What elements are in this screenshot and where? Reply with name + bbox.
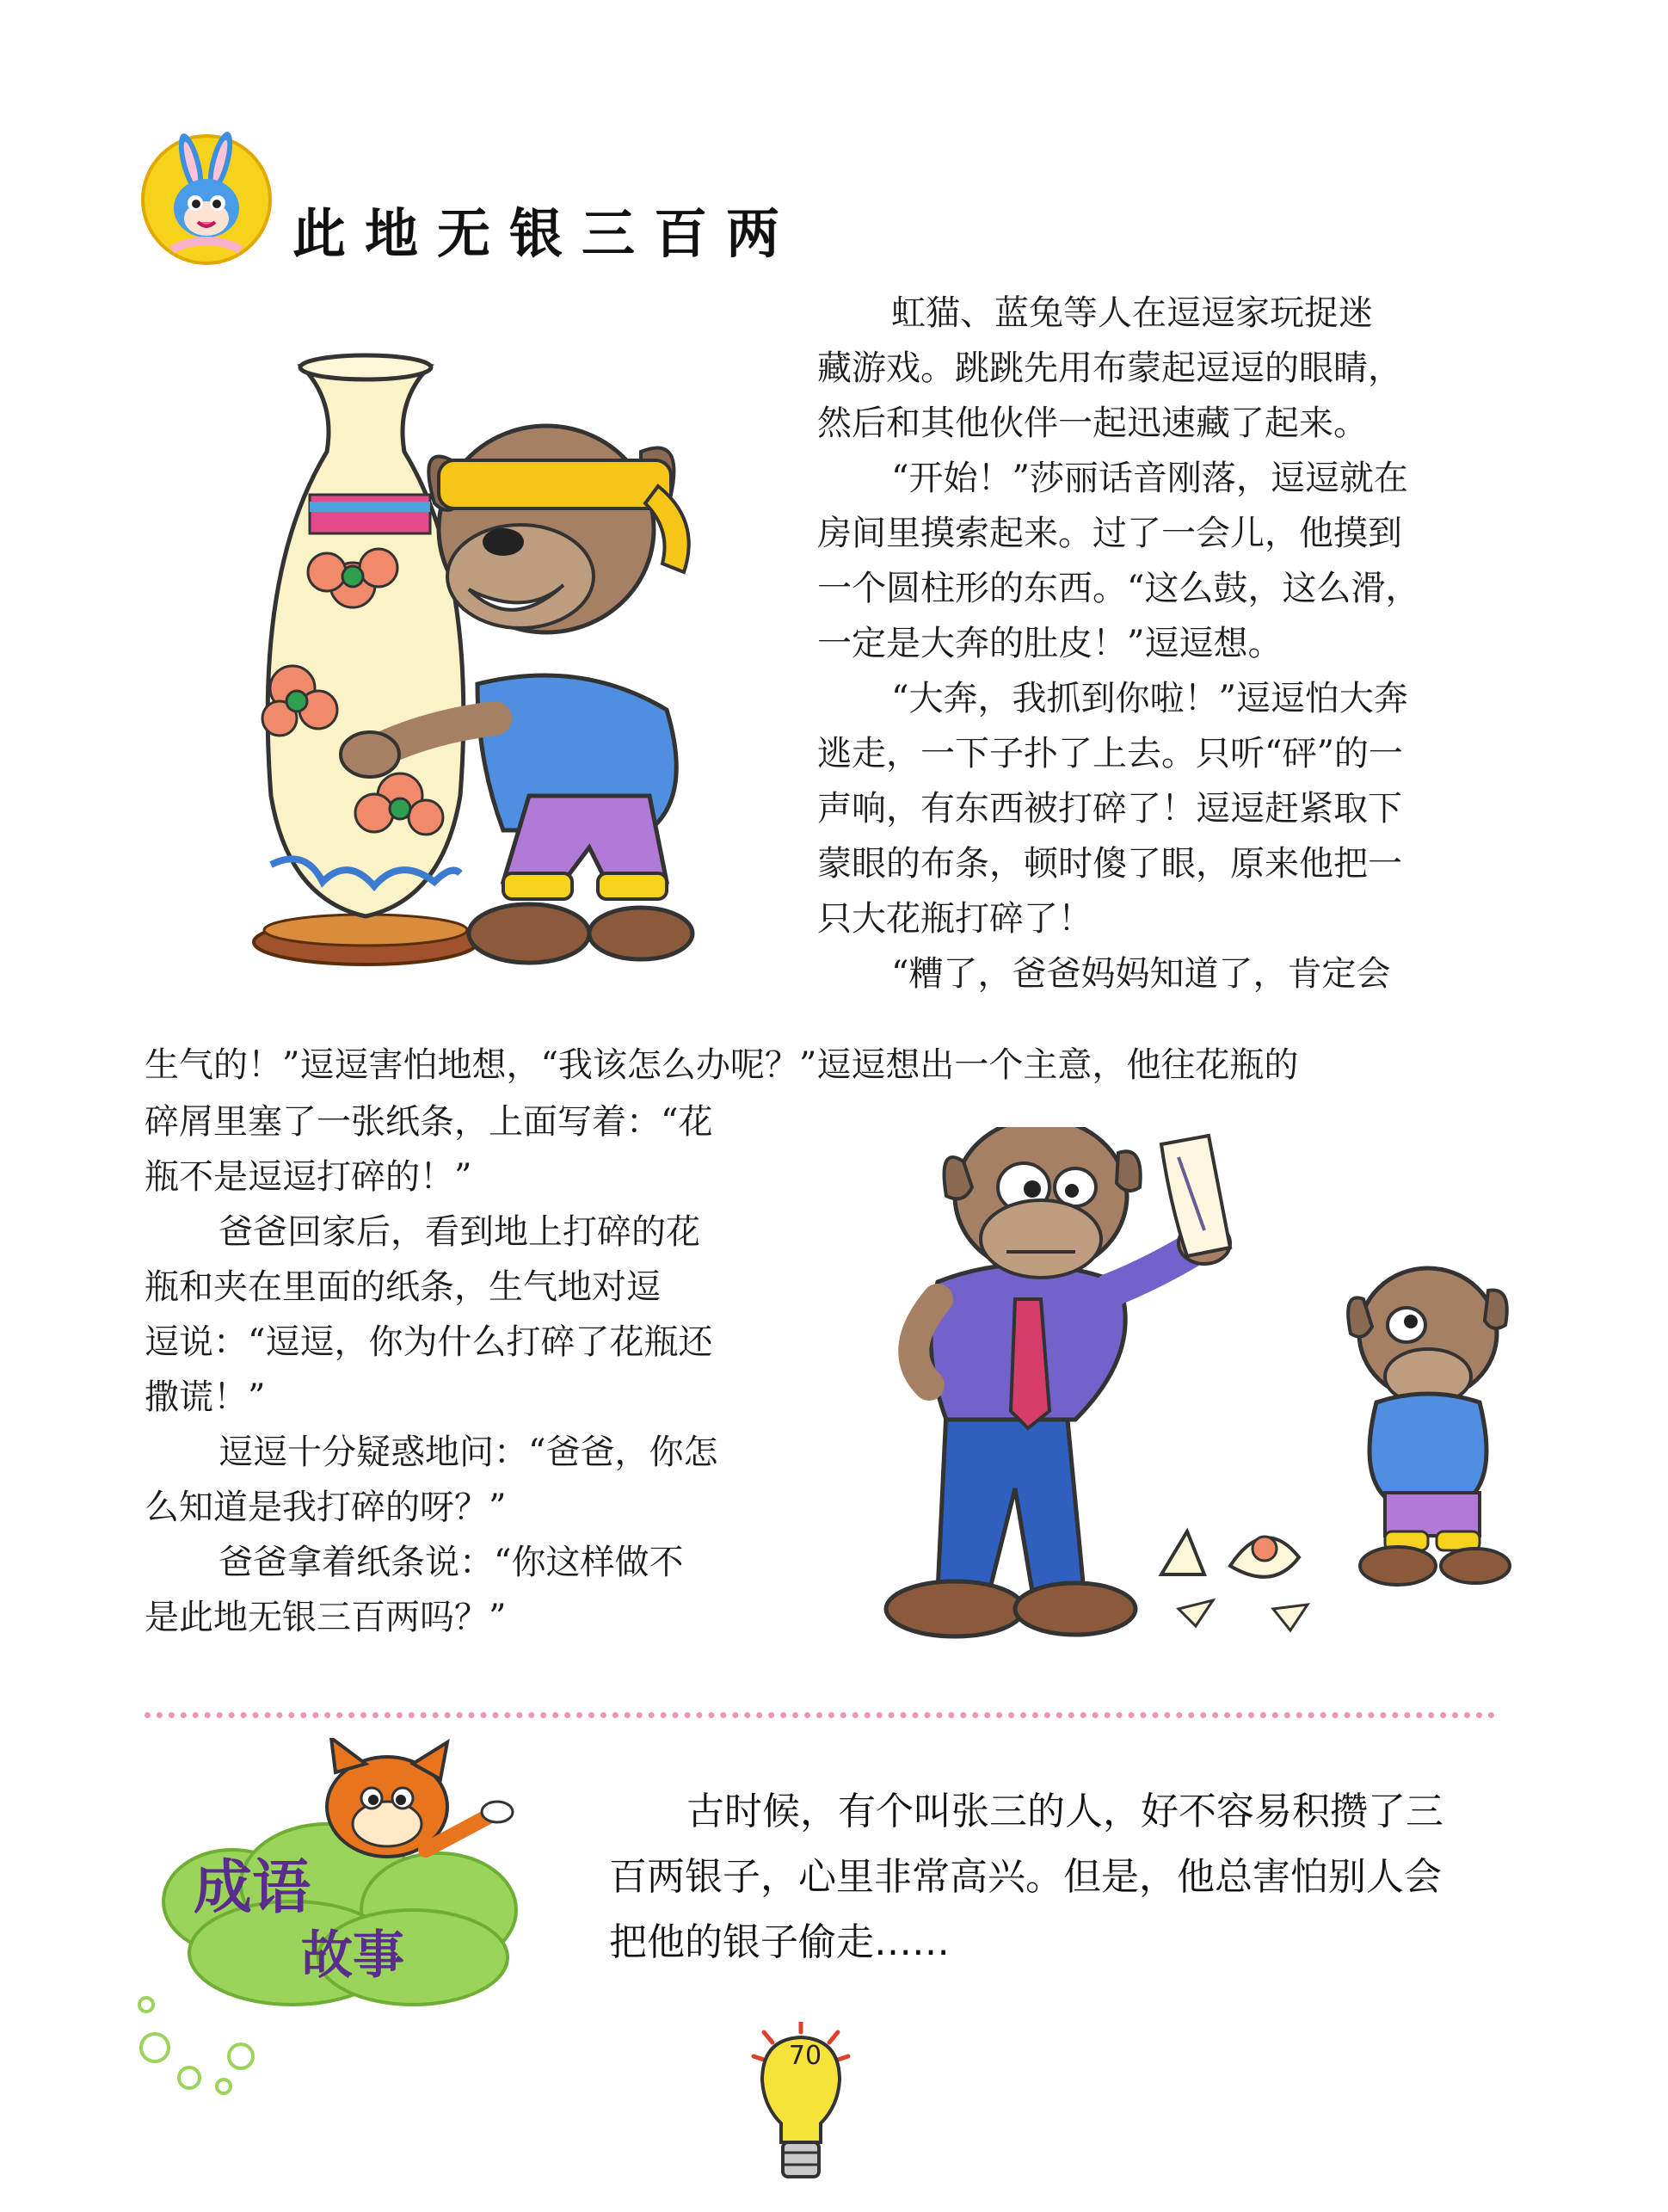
story-line: 虹猫、蓝兔等人在逗逗家玩捉迷 (891, 293, 1373, 333)
page-number: 70 (788, 2041, 822, 2071)
story-line: 碎屑里塞了一张纸条，上面写着：“花 (145, 1102, 713, 1142)
idiom-line: 古时候，有个叫张三的人，好不容易积攒了三 (686, 1790, 1443, 1833)
story-left-column (145, 1094, 717, 1645)
story-line: 爸爸回家后，看到地上打碎的花 (219, 1212, 700, 1252)
story-line: 一个圆柱形的东西。“这么鼓，这么滑， (817, 569, 1420, 608)
story-line: 逃走，一下子扑了上去。只听“砰”的一 (817, 734, 1403, 773)
story-right-column (817, 286, 1419, 1001)
idiom-story-badge (129, 1738, 611, 2099)
story-line: 么知道是我打碎的呀？” (145, 1488, 507, 1527)
idiom-line: 百两银子，心里非常高兴。但是，他总害怕别人会 (609, 1855, 1442, 1899)
idiom-story-text (609, 1779, 1443, 1975)
story-line: “大奔，我抓到你啦！”逗逗怕大奔 (891, 679, 1408, 718)
story-line: 只大花瓶打碎了！ (817, 899, 1093, 939)
story-line: “糟了，爸爸妈妈知道了，肯定会 (891, 954, 1391, 994)
story-line: 房间里摸索起来。过了一会儿，他摸到 (817, 514, 1402, 553)
story-line: 声响，有东西被打碎了！逗逗赶紧取下 (817, 789, 1402, 829)
angry-dad-and-doudou-illustration (869, 1127, 1540, 1652)
story-line: 爸爸拿着纸条说：“你这样做不 (219, 1543, 684, 1582)
page-title: 此地无银三百两 (292, 202, 799, 265)
story-line: “开始！”莎丽话音刚落，逗逗就在 (891, 459, 1408, 498)
story-line: 生气的！”逗逗害怕地想，“我该怎么办呢？”逗逗想出一个主意，他往花瓶的 (145, 1045, 1299, 1085)
story-line: 瓶和夹在里面的纸条，生气地对逗 (145, 1267, 661, 1307)
story-full-width-line (145, 1038, 1298, 1093)
story-line: 逗逗十分疑惑地问：“爸爸，你怎 (219, 1433, 718, 1472)
story-line: 然后和其他伙伴一起迅速藏了起来。 (817, 404, 1368, 443)
story-line: 瓶不是逗逗打碎的！” (145, 1157, 472, 1197)
idiom-label-line2: 故事 (301, 1925, 404, 1986)
section-divider (145, 1712, 1495, 1718)
story-line: 撒谎！” (145, 1377, 266, 1417)
idiom-label-line1: 成语 (194, 1854, 311, 1922)
story-line: 藏游戏。跳跳先用布蒙起逗逗的眼睛， (817, 348, 1402, 388)
rabbit-mascot-icon (138, 129, 275, 267)
story-line: 是此地无银三百两吗？” (145, 1598, 507, 1637)
blindfolded-dog-vase-illustration (219, 348, 753, 985)
story-line: 一定是大奔的肚皮！”逗逗想。 (817, 624, 1283, 663)
idiom-line: 把他的银子偷走…… (609, 1920, 950, 1964)
story-line: 逗说：“逗逗，你为什么打碎了花瓶还 (145, 1322, 713, 1362)
story-line: 蒙眼的布条，顿时傻了眼，原来他把一 (817, 844, 1402, 884)
